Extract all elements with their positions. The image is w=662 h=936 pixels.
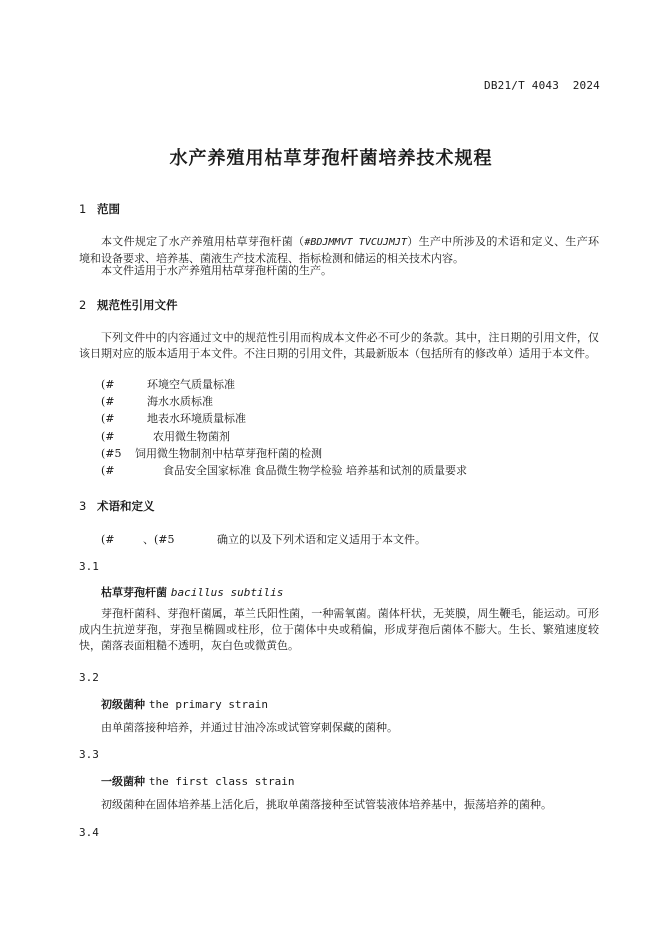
term-en: bacillus subtilis <box>170 586 284 599</box>
reference-item <box>101 462 467 478</box>
text-fragment: 本文件规定了水产养殖用枯草芽孢杆菌（ <box>101 235 305 248</box>
reference-name: 海水水质标准 <box>147 395 213 408</box>
document-id: DB21/T 4043 2024 <box>484 79 600 92</box>
section-3-intro <box>101 531 426 547</box>
term-en: the first class strain <box>148 775 295 788</box>
reference-item <box>101 410 246 426</box>
section-title: 术语和定义 <box>97 499 155 513</box>
term-title <box>101 696 268 712</box>
document-title: 水产养殖用枯草芽孢杆菌培养技术规程 <box>169 148 493 169</box>
reference-item <box>101 393 213 409</box>
term-title <box>101 773 295 789</box>
term-number: 3.2 <box>79 671 99 684</box>
term-zh: 一级菌种 <box>101 775 145 788</box>
latin-name: #BDJMMVT TVCUJMJT <box>304 237 407 248</box>
section-number: 1 <box>79 202 87 216</box>
section-3-heading <box>79 498 155 514</box>
term-zh: 初级菌种 <box>101 698 145 711</box>
reference-code: (# <box>101 395 115 408</box>
reference-name: 地表水环境质量标准 <box>147 412 246 425</box>
term-definition: 芽孢杆菌科、芽孢杆菌属，革兰氏阳性菌，一种需氧菌。菌体杆状，无荚膜，周生鞭毛，能运动。可形成内生抗逆芽孢，芽孢呈椭圆或柱形，位于菌体中央或稍偏，形成芽孢后菌体不膨大。生长、繁殖速度较快，菌落表面粗糙不透明，灰白色或微黄色。 <box>79 607 599 652</box>
reference-code: (# <box>101 464 115 477</box>
term-title <box>101 584 283 600</box>
term-number: 3.3 <box>79 748 99 761</box>
section-2-heading <box>79 297 178 313</box>
reference-code: (#5 <box>101 447 122 460</box>
reference-name: 饲用微生物制剂中枯草芽孢杆菌的检测 <box>135 447 322 460</box>
section-number: 3 <box>79 499 87 513</box>
intro-text: 确立的以及下列术语和定义适用于本文件。 <box>217 533 426 546</box>
section-title: 规范性引用文件 <box>97 298 178 312</box>
reference-code: (# <box>101 533 115 546</box>
term-definition: 初级菌种在固体培养基上活化后，挑取单菌落接种至试管装液体培养基中，振荡培养的菌种。 <box>101 798 552 811</box>
section-number: 2 <box>79 298 87 312</box>
term-number: 3.1 <box>79 560 99 573</box>
reference-item <box>101 428 230 444</box>
reference-code: 、(#5 <box>143 533 175 546</box>
section-1-heading <box>79 201 120 217</box>
section-2-paragraph-1: 下列文件中的内容通过文中的规范性引用而构成本文件必不可少的条款。其中，注日期的引用文件，仅该日期对应的版本适用于本文件。不注日期的引用文件，其最新版本（包括所有的修改单）适用于本文件。 <box>79 331 599 360</box>
reference-code: (# <box>101 430 115 443</box>
term-en: the primary strain <box>148 698 269 711</box>
reference-name: 农用微生物菌剂 <box>153 430 230 443</box>
term-zh: 枯草芽孢杆菌 <box>101 586 167 599</box>
reference-code: (# <box>101 378 115 391</box>
reference-item <box>101 376 235 392</box>
reference-item <box>101 445 322 461</box>
reference-name: 环境空气质量标准 <box>147 378 235 391</box>
term-definition: 由单菌落接种培养，并通过甘油冷冻或试管穿刺保藏的菌种。 <box>101 721 398 734</box>
text-fragment: ）生产中所涉及的术语和定义、生产环境和设备要求、培养基、菌液生产技术流程、指标检测和储运的相关技术内容。 <box>79 235 600 265</box>
term-number: 3.4 <box>79 826 99 839</box>
section-title: 范围 <box>97 202 120 216</box>
reference-name: 食品安全国家标准 食品微生物学检验 培养基和试剂的质量要求 <box>163 464 467 477</box>
reference-code: (# <box>101 412 115 425</box>
section-1-paragraph-2: 本文件适用于水产养殖用枯草芽孢杆菌的生产。 <box>101 264 332 277</box>
